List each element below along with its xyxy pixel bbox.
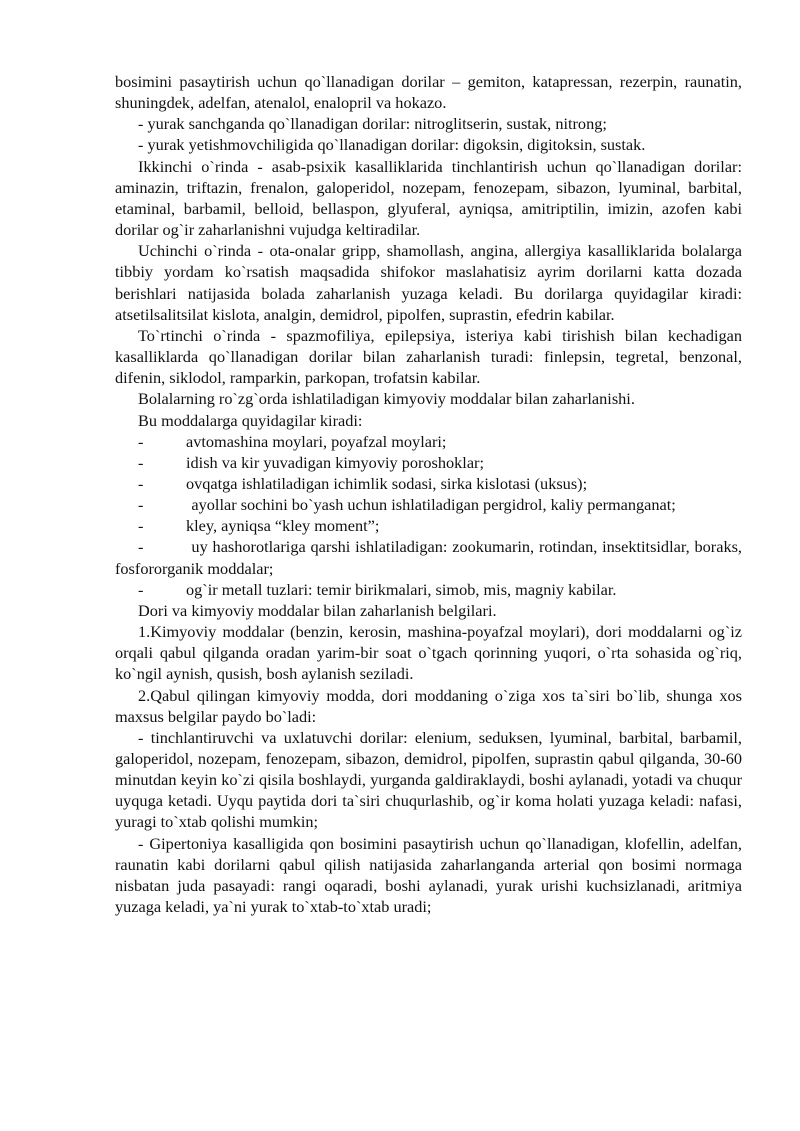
list-dash: -: [138, 495, 144, 515]
list-dash: -: [138, 537, 144, 557]
paragraph-sedatives: - tinchlantiruvchi va uxlatuvchi dorilar: elenium, seduksen, lyuminal, barbital, barbamil, galoperidol, nozepam, fenozepam, sibazon, demidrol, pipolfen, suprastin qabul qilganda, 30-60 minutdan keyin ko`zi qisila boshlaydi, yurganda galdiraklaydi, boshi aylanadi, yotadi va chuqur uyquga ketadi. Uyqu paytida dori ta`siri chuqurlashib, og`ir koma holati yuzaga keladi: nafasi, yuragi to`xtab qolishi mumkin;: [115, 727, 742, 832]
list-item: [115, 536, 742, 578]
section-heading-household-chemicals: Bolalarning ro`zg`orda ishlatiladigan kimyoviy moddalar bilan zaharlanishi.: [138, 389, 635, 409]
document-page: [115, 71, 742, 917]
paragraph-angina-drugs: - yurak sanchganda qo`llanadigan dorilar: nitroglitserin, sustak, nitrong;: [138, 114, 607, 134]
paragraph-third-place: Uchinchi o`rinda - ota-onalar gripp, shamollash, angina, allergiya kasalliklarida bolalarga tibbiy yordam ko`rsatish maqsadida shifokor maslahatisiz ayrim dorilarni katta dozada berishlari natijasida bolada zaharlanish yuzaga keladi. Bu dorilarga quyidagilar kiradi: atsetilsalitsilat kislota, analgin, demidrol, pipolfen, suprastin, efedrin kabilar.: [115, 241, 742, 324]
list-dash: -: [138, 473, 144, 493]
list-item: [115, 579, 742, 600]
list-dash: -: [138, 431, 144, 451]
list-item: [115, 515, 742, 536]
paragraph-sign-1: 1.Kimyoviy moddalar (benzin, kerosin, mashina-poyafzal moylari), dori moddalarni og`iz orqali qabul qilganda oradan yarim-bir soat o`tgach qorinning yuqori, o`rta sohasida og`riq, ko`ngil aynish, qusish, bosh aylanish seziladi.: [115, 622, 742, 684]
list-item: [115, 452, 742, 473]
list-item: [115, 494, 742, 515]
paragraph-heart-failure-drugs: - yurak yetishmovchiligida qo`llanadigan dorilar: digoksin, digitoksin, sustak.: [138, 135, 646, 155]
list-item: [115, 473, 742, 494]
section-heading-poisoning-signs: Dori va kimyoviy moddalar bilan zaharlanish belgilari.: [138, 600, 497, 620]
list-dash: -: [138, 516, 144, 536]
list-dash: -: [138, 452, 144, 472]
list-item-text: avtomashina moylari, poyafzal moylari;: [186, 431, 447, 451]
list-item-text: idish va kir yuvadigan kimyoviy poroshoklar;: [186, 452, 484, 472]
paragraph-fourth-place: To`rtinchi o`rinda - spazmofiliya, epilepsiya, isteriya kabi tirishish bilan kechadigan kasalliklarda qo`llanadigan dorilar bilan zaharlanish turadi: finlepsin, tegretal, benzonal, difenin, siklodol, ramparkin, parkopan, trofatsin kabilar.: [115, 325, 742, 388]
list-item-text: uy hashorotlariga qarshi ishlatiladigan: zookumarin, rotindan, insektitsidlar, boraks, fosfororganik moddalar;: [115, 537, 742, 578]
list-dash: -: [138, 579, 144, 599]
list-intro: Bu moddalarga quyidagilar kiradi:: [138, 410, 363, 430]
list-item-text: og`ir metall tuzlari: temir birikmalari, simob, mis, magniy kabilar.: [186, 579, 617, 599]
paragraph-continuation: bosimini pasaytirish uchun qo`llanadigan dorilar – gemiton, katapressan, rezerpin, raunatin, shuningdek, adelfan, atenalol, enalopril va hokazo.: [115, 72, 742, 113]
paragraph-second-place: Ikkinchi o`rinda - asab-psixik kasalliklarida tinchlantirish uchun qo`llanadigan dorilar: aminazin, triftazin, frenalon, galoperidol, nozepam, fenozepam, sibazon, lyuminal, barbital, etaminal, barbamil, belloid, bellaspon, glyuferal, ayniqsa, amitriptilin, imizin, azofen kabi dorilar og`ir zaharlanishni vujudga keltiradilar.: [115, 156, 742, 240]
list-item-text: kley, ayniqsa “kley moment”;: [186, 516, 380, 536]
list-item-text: ovqatga ishlatiladigan ichimlik sodasi, sirka kislotasi (uksus);: [186, 473, 588, 493]
list-item: [115, 431, 742, 452]
list-item-text: ayollar sochini bo`yash uchun ishlatiladigan pergidrol, kaliy permanganat;: [191, 495, 676, 515]
paragraph-sign-2: 2.Qabul qilingan kimyoviy modda, dori moddaning o`ziga xos ta`siri bo`lib, shunga xos maxsus belgilar paydo bo`ladi:: [115, 685, 742, 726]
paragraph-hypertension: - Gipertoniya kasalligida qon bosimini pasaytirish uchun qo`llanadigan, klofellin, adelfan, raunatin kabi dorilarni qabul qilish natijasida zaharlanganda arterial qon bosimi normaga nisbatan juda pasayadi: rangi oqaradi, boshi aylanadi, yurak urishi kuchsizlanadi, aritmiya yuzaga keladi, ya`ni yurak to`xtab-to`xtab uradi;: [115, 833, 742, 917]
